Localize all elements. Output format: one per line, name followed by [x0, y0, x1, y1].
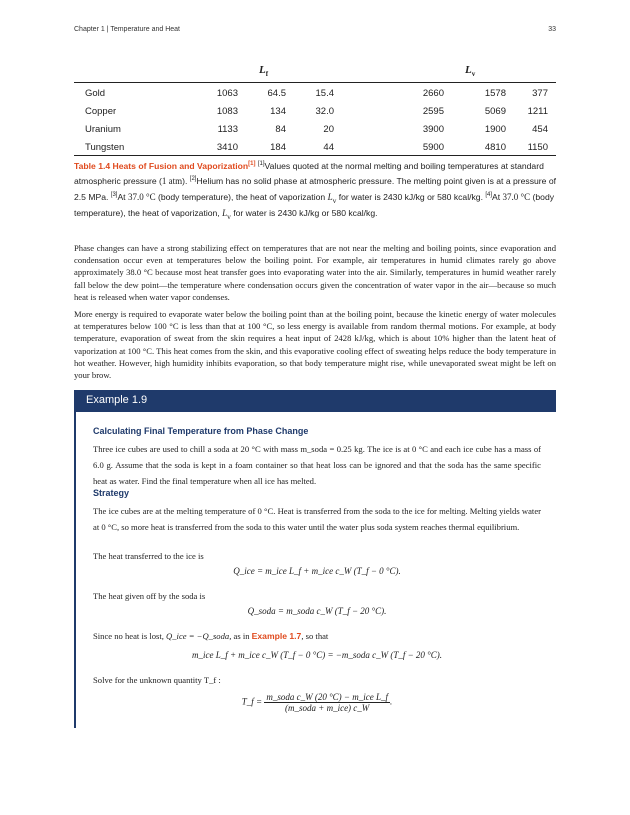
footnote-marker-2: [2]: [189, 176, 197, 183]
tf-fraction: $\frac{\text{m\_soda c\_W (20 °C) − m\_ice L\_f}}{\text{(m\_soda + m\_ice) c\_W}}$: [266, 692, 388, 713]
paragraph-phase-changes: Phase changes can have a strong stabilizing effect on temperatures that are not near the melting and boiling points, since evaporation and condensation occur even at temperatures below the boiling point. For example, air temperatures in humid climates rarely go above approximately 38.0 °C because most heat transfer goes into evaporating water into the air. Similarly, temperatures in humid weather rarely fall below the dew point—the temperature where condensation occurs given the concentration of water vapor in the air—because so much heat is released when water vapor condenses.: [74, 243, 556, 302]
equation-balance: m_ice L_f + m_ice c_W (T_f − 0 °C) = −m_soda c_W (T_f − 20 °C).: [191, 650, 443, 660]
example-title: Example 1.9: [86, 394, 148, 406]
column-header-lf: $L_f$: [259, 64, 269, 79]
example-1-7-link[interactable]: Example 1.7: [251, 631, 302, 641]
table-caption: Table 1.4 Heats of Fusion and Vaporization[1] [1]Values quoted at the normal melting and boiling temperatures at standard atmospheric pressure (1 atm). [2]Helium has no solid phase at atmospheric pressure. The melting point given is at a pressure of 2.5 MPa. [3]At 37.0 °C (body temperature), the heat of vaporization $L_v$ for water is 2430 kJ/kg or 580 kcal/kg. [4]At 37.0 °C (body temperature), the heat of vaporization, $L_v$ for water is 2430 kJ/kg or 580 kcal/kg.: [74, 160, 556, 221]
strategy-heading: Strategy: [93, 488, 130, 498]
step-soda-text: The heat given off by the soda is: [93, 591, 206, 601]
footnote-marker-3: [3]: [110, 191, 118, 198]
table-row: Gold 1063 64.5 15.4 2660 1578 377: [85, 88, 548, 99]
footnote-marker-1: [1]: [257, 161, 265, 167]
column-header-lv: $L_v$: [465, 64, 476, 79]
table-row: Uranium 1133 84 20 3900 1900 454: [85, 124, 548, 135]
example-problem: Three ice cubes are used to chill a soda at 20 °C with mass m_soda = 0.25 kg. The ice is at 0 °C and each ice cube has a mass of 6.0 g. Assume that the soda is kept in a foam container so that heat loss can be ignored and that the soda has the same specific heat as water. Find the final temperature when all ice has melted.: [93, 444, 541, 486]
footnote-marker-4: [4]: [485, 191, 493, 198]
caption-title: Table 1.4 Heats of Fusion and Vaporization: [74, 160, 249, 171]
strategy-text: The ice cubes are at the melting temperature of 0 °C. Heat is transferred from the soda to the ice for melting. Melting yields water at 0 °C, so more heat is transferred from the soda to this water until the water plus soda system reaches thermal equilibrium.: [93, 506, 541, 532]
running-header: Chapter 1 | Temperature and Heat: [74, 26, 180, 33]
footnote-ref-1[interactable]: [1]: [248, 161, 256, 167]
equation-tf: T_f = $\frac{\text{m\_soda c\_W (20 °C) − m\_ice L\_f}}{\text{(m\_soda + m\_ice) c\_W}}$ .: [241, 692, 393, 713]
step-no-heat-lost: Since no heat is lost, Q_ice = −Q_soda, as in Example 1.7, so that: [93, 631, 329, 641]
table-top-rule: [74, 82, 556, 83]
step-ice-text: The heat transferred to the ice is: [93, 551, 204, 561]
equation-q-ice: Q_ice = m_ice L_f + m_ice c_W (T_f − 0 °C).: [233, 566, 401, 576]
table-row: Copper 1083 134 32.0 2595 5069 1211: [85, 106, 548, 117]
table-row: Tungsten 3410 184 44 5900 4810 1150: [85, 142, 548, 153]
step-solve-text: Solve for the unknown quantity T_f :: [93, 675, 221, 685]
example-banner: [74, 390, 556, 412]
example-left-border: [74, 412, 76, 728]
paragraph-evaporation: More energy is required to evaporate water below the boiling point than at the boiling point, because the kinetic energy of water molecules at temperatures below 100 °C is less than that at 100 °C, so less energy is available from random thermal motions. For example, at body temperature, evaporation of sweat from the skin requires a heat input of 2428 kJ/kg, which is about 10% higher than the latent heat of vaporization at 100 °C. This heat comes from the skin, and this evaporative cooling effect of sweating helps reduce the body temperature in hot weather. However, high humidity inhibits evaporation, so that body temperature might rise, while unevaporated sweat might be left on your brow.: [74, 309, 556, 381]
equation-q-soda: Q_soda = m_soda c_W (T_f − 20 °C).: [247, 606, 387, 616]
example-heading: Calculating Final Temperature from Phase Change: [93, 426, 309, 436]
page-number: 33: [548, 26, 556, 33]
table-bottom-rule: [74, 155, 556, 156]
